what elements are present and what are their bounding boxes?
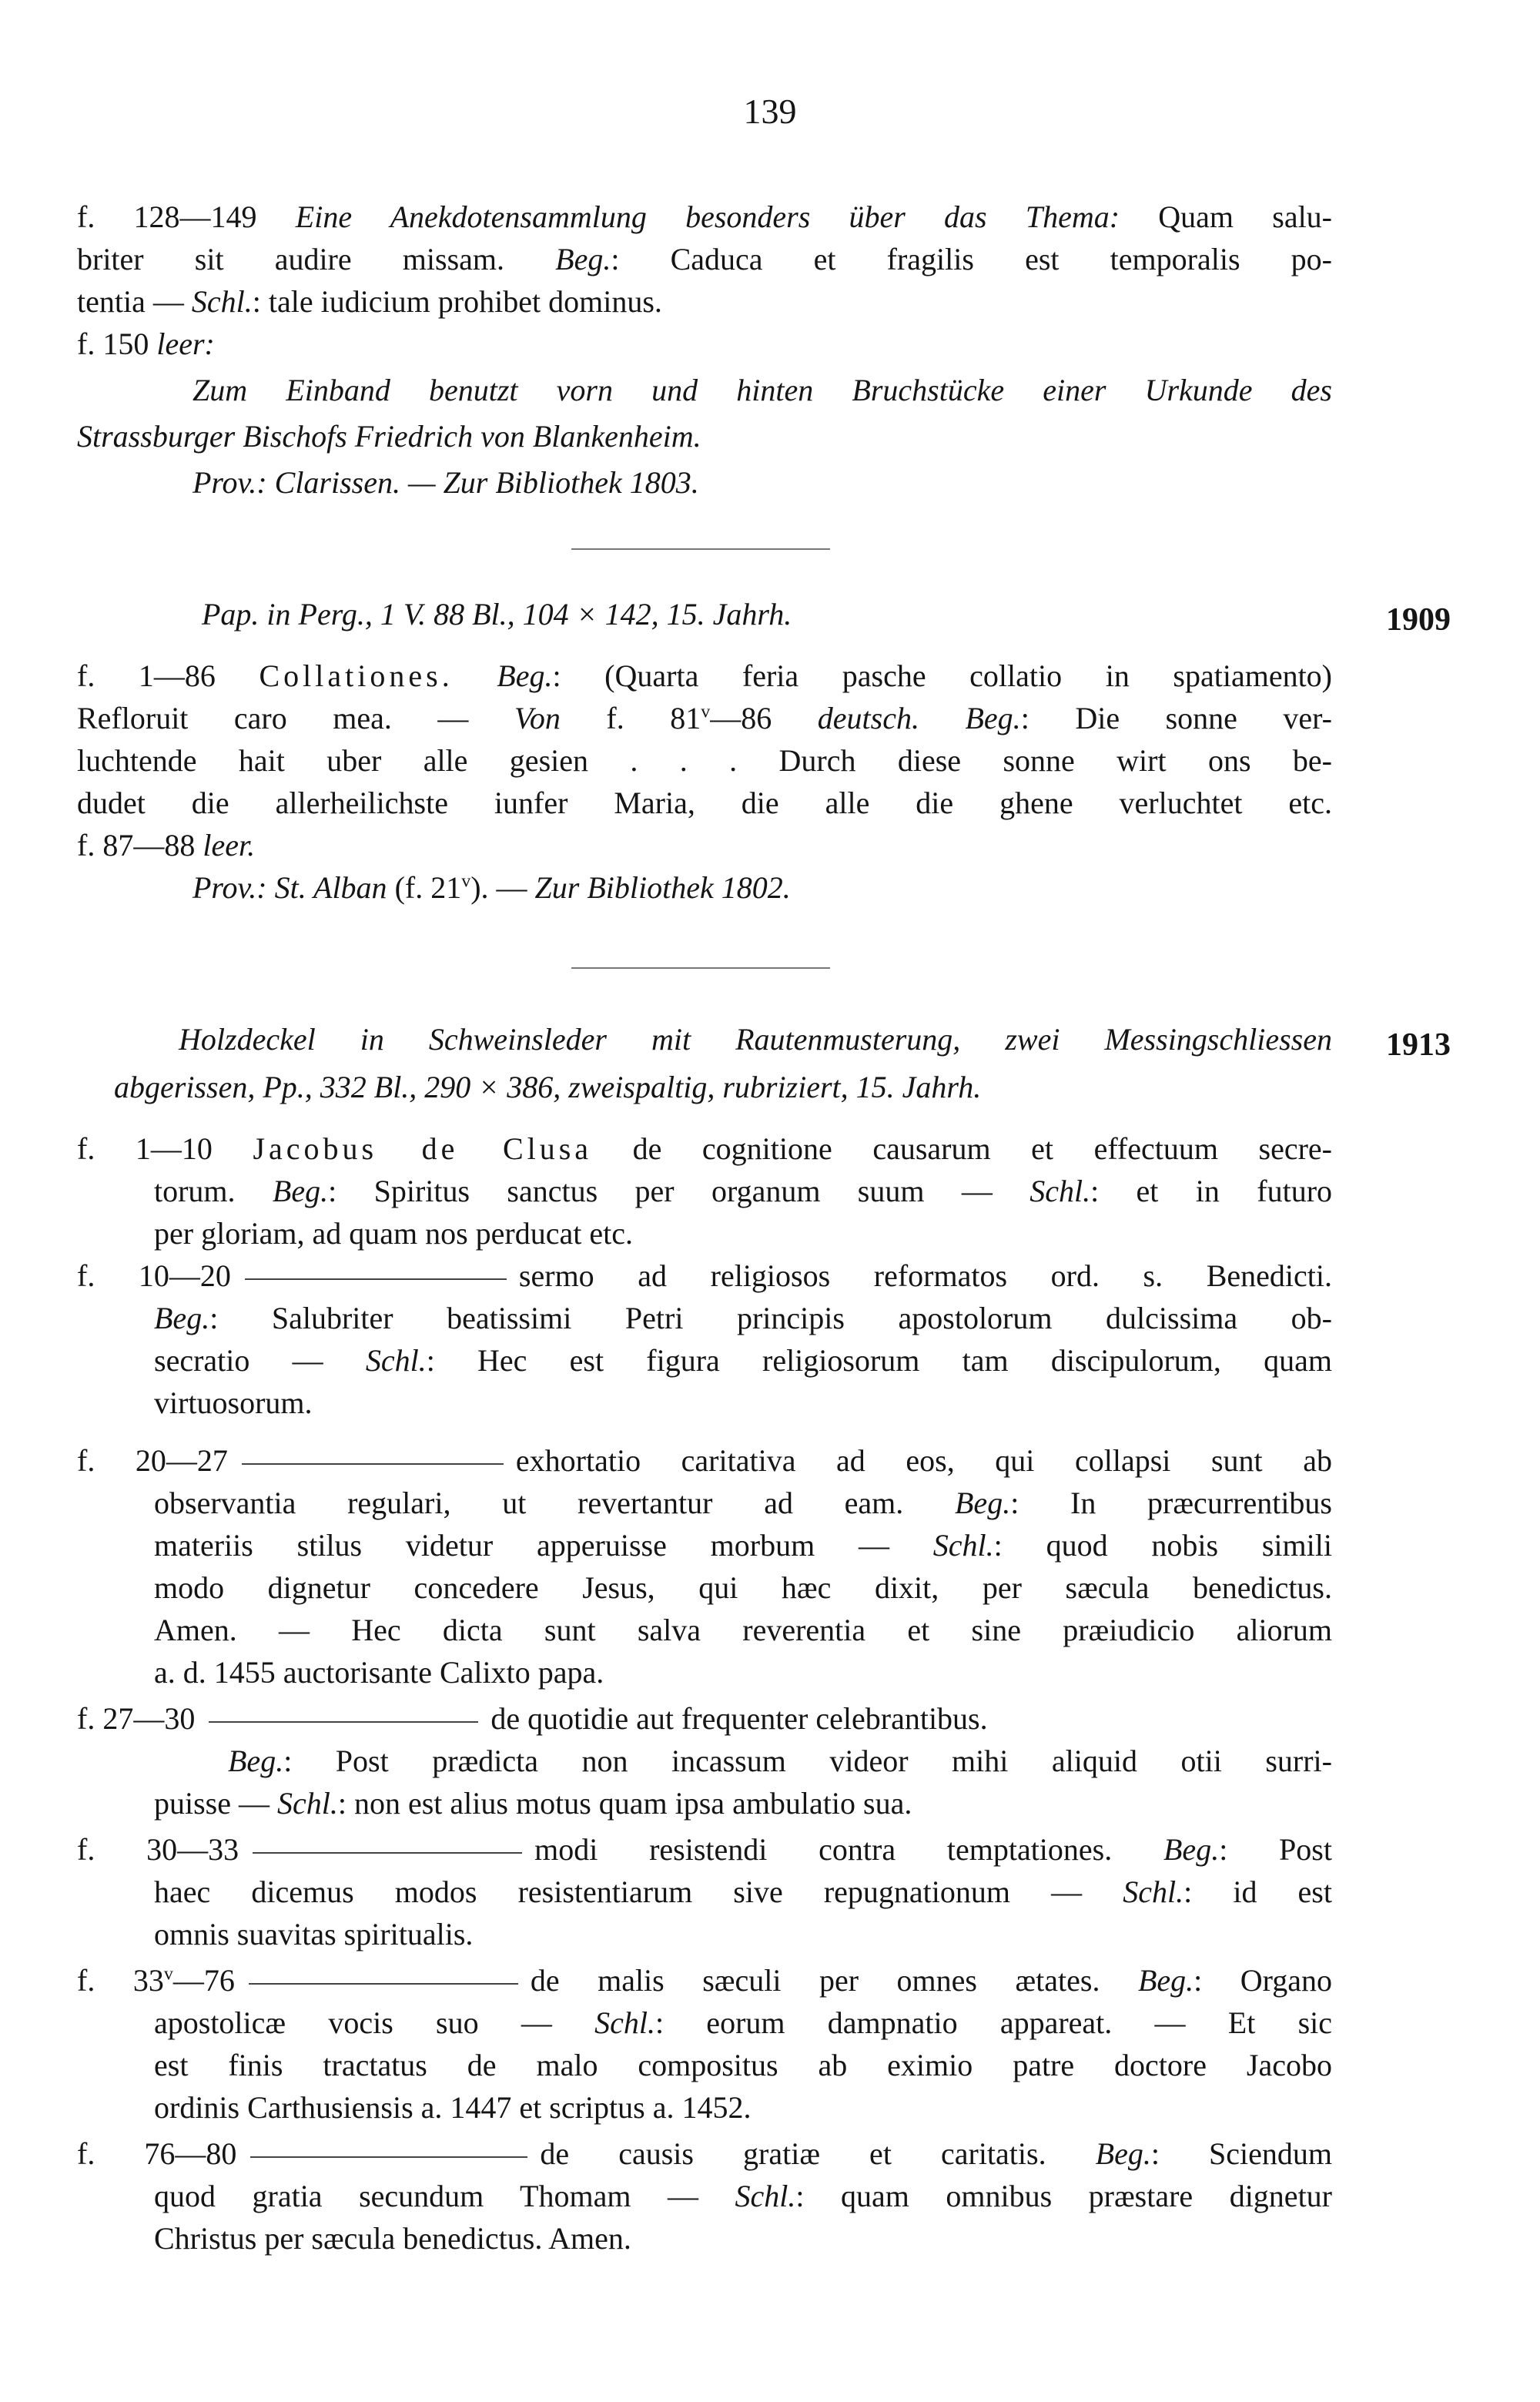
entry-line: haec dicemus modos resistentiarum sive repugnationum — Schl.: id est bbox=[154, 1874, 1332, 1909]
manuscript-description: abgerissen, Pp., 332 Bl., 290 × 386, zweispaltig, rubriziert, 15. Jahrh. bbox=[114, 1070, 982, 1104]
entry-line: dudet die allerheilichste iunfer Maria, die alle die ghene verluchtet etc. bbox=[77, 786, 1332, 820]
ditto-dash bbox=[250, 2156, 527, 2158]
entry-line: modo dignetur concedere Jesus, qui hæc dixit, per sæcula benedictus. bbox=[154, 1570, 1332, 1605]
entry-line: observantia regulari, ut revertantur ad eam. Beg.: In præcurrentibus bbox=[154, 1486, 1332, 1520]
entry-line: f. 33$^v$—76 de malis sæculi per omnes ætates. Beg.: Organo bbox=[77, 1963, 1332, 1998]
separator bbox=[571, 967, 830, 969]
ditto-dash bbox=[242, 1463, 504, 1465]
manuscript-description: Pap. in Perg., 1 V. 88 Bl., 104 × 142, 15. Jahrh. bbox=[202, 597, 792, 631]
entry-line: per gloriam, ad quam nos perducat etc. bbox=[154, 1216, 633, 1251]
provenance: Prov.: St. Alban (f. 21$^v$). — Zur Bibliothek 1802. bbox=[192, 870, 791, 905]
entry-line: f. 150 leer: bbox=[77, 327, 215, 361]
entry-line: secratio — Schl.: Hec est figura religiosorum tam discipulorum, quam bbox=[154, 1343, 1332, 1378]
separator bbox=[571, 548, 830, 550]
entry-line: apostolicæ vocis suo — Schl.: eorum dampnatio appareat. — Et sic bbox=[154, 2005, 1333, 2040]
entry-line: torum. Beg.: Spiritus sanctus per organum suum — Schl.: et in futuro bbox=[154, 1174, 1333, 1208]
entry-line: Beg.: Salubriter beatissimi Petri principis apostolorum dulcissima ob- bbox=[154, 1301, 1332, 1335]
entry-line: tentia — Schl.: tale iudicium prohibet dominus. bbox=[77, 284, 662, 319]
entry-line: materiis stilus videtur apperuisse morbum — Schl.: quod nobis simili bbox=[154, 1528, 1332, 1563]
manuscript-description: Holzdeckel in Schweinsleder mit Rautenmusterung, zwei Messingschliessen bbox=[179, 1022, 1332, 1057]
entry-line: f. 27—30 de quotidie aut frequenter celebrantibus. bbox=[77, 1701, 988, 1736]
entry-line: f. 1—10 Jacobus de Clusa de cognitione causarum et effectuum secre- bbox=[77, 1131, 1332, 1166]
entry-line: briter sit audire missam. Beg.: Caduca et fragilis est temporalis po- bbox=[77, 242, 1332, 276]
ditto-dash bbox=[249, 1983, 518, 1985]
entry-line: f. 76—80 de causis gratiæ et caritatis. Beg.: Sciendum bbox=[77, 2136, 1332, 2171]
entry-line: omnis suavitas spiritualis. bbox=[154, 1917, 474, 1951]
ditto-dash bbox=[253, 1852, 522, 1854]
binding-note: Strassburger Bischofs Friedrich von Blankenheim. bbox=[77, 419, 701, 454]
entry-line: f. 10—20 sermo ad religiosos reformatos ord. s. Benedicti. bbox=[77, 1258, 1332, 1293]
entry-line: f. 20—27 exhortatio caritativa ad eos, qui collapsi sunt ab bbox=[77, 1443, 1332, 1478]
provenance: Prov.: Clarissen. — Zur Bibliothek 1803. bbox=[192, 465, 699, 500]
binding-note: Zum Einband benutzt vorn und hinten Bruchstücke einer Urkunde des bbox=[192, 373, 1332, 407]
entry-line: Refloruit caro mea. — Von f. 81$^v$—86 deutsch. Beg.: Die sonne ver- bbox=[77, 701, 1333, 735]
entry-line: f. 30—33 modi resistendi contra temptationes. Beg.: Post bbox=[77, 1832, 1332, 1867]
entry-line: f. 1—86 Collationes. Beg.: (Quarta feria pasche collatio in spatiamento) bbox=[77, 658, 1333, 693]
entry-line: luchtende hait uber alle gesien . . . Durch diese sonne wirt ons be- bbox=[77, 743, 1332, 778]
entry-line: f. 87—88 leer. bbox=[77, 828, 256, 863]
entry-line: ordinis Carthusiensis a. 1447 et scriptus a. 1452. bbox=[154, 2090, 752, 2125]
entry-line: Christus per sæcula benedictus. Amen. bbox=[154, 2221, 631, 2256]
entry-line: quod gratia secundum Thomam — Schl.: quam omnibus præstare dignetur bbox=[154, 2179, 1332, 2213]
entry-line: a. d. 1455 auctorisante Calixto papa. bbox=[154, 1655, 604, 1690]
entry-line: Beg.: Post prædicta non incassum videor mihi aliquid otii surri- bbox=[228, 1744, 1332, 1778]
manuscript-number: 1909 bbox=[1386, 602, 1451, 638]
page-number: 139 bbox=[743, 92, 797, 131]
entry-line: Amen. — Hec dicta sunt salva reverentia et sine præiudicio aliorum bbox=[154, 1613, 1332, 1647]
entry-line: f. 128—149 Eine Anekdotensammlung besonders über das Thema: Quam salu- bbox=[77, 199, 1333, 234]
manuscript-number: 1913 bbox=[1386, 1027, 1451, 1063]
ditto-dash bbox=[245, 1278, 507, 1280]
entry-line: puisse — Schl.: non est alius motus quam ipsa ambulatio sua. bbox=[154, 1786, 912, 1821]
ditto-dash bbox=[209, 1721, 478, 1723]
entry-line: virtuosorum. bbox=[154, 1385, 313, 1420]
entry-line: est finis tractatus de malo compositus ab eximio patre doctore Jacobo bbox=[154, 2048, 1332, 2082]
